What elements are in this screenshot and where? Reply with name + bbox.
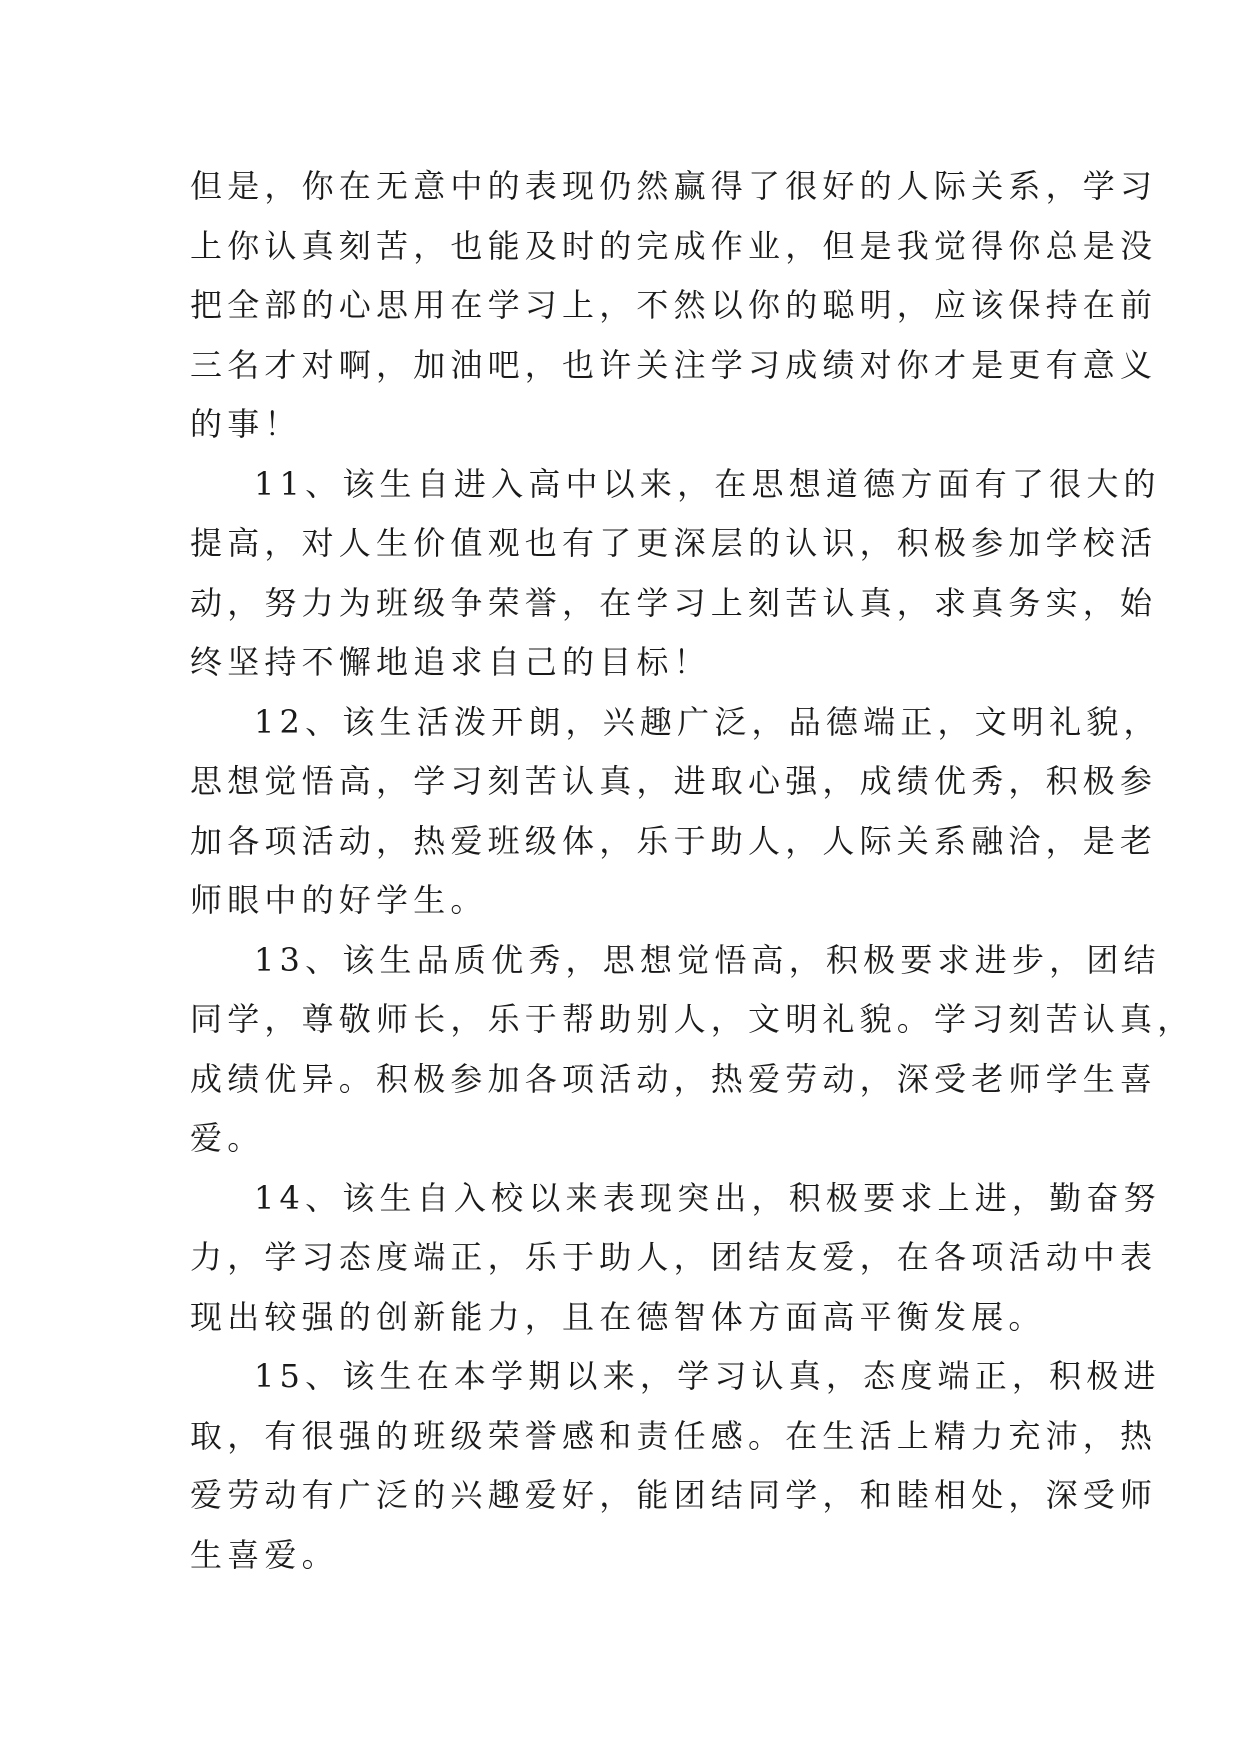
text-line: 但是，你在无意中的表现仍然赢得了很好的人际关系，学习 xyxy=(190,167,1158,205)
text-line: 爱。 xyxy=(190,1119,265,1157)
text-line: 三名才对啊，加油吧，也许关注学习成绩对你才是更有意义 xyxy=(190,345,1158,384)
text-line: 同学，尊敬师长，乐于帮助别人，文明礼貌。学习刻苦认真， xyxy=(190,1000,1195,1038)
paragraph-15 xyxy=(190,1347,1161,1585)
text-line: 取，有很强的班级荣誉感和责任感。在生活上精力充沛，热 xyxy=(190,1416,1158,1455)
text-line: 现出较强的创新能力，且在德智体方面高平衡发展。 xyxy=(190,1297,1046,1336)
text-line: 终坚持不懈地追求自己的目标！ xyxy=(190,643,711,681)
text-line: 爱劳动有广泛的兴趣爱好，能团结同学，和睦相处，深受师 xyxy=(190,1476,1158,1514)
text-line: 力，学习态度端正，乐于助人，团结友爱，在各项活动中表 xyxy=(190,1238,1158,1276)
paragraph-12 xyxy=(190,693,1161,931)
text-line: 思想觉悟高，学习刻苦认真，进取心强，成绩优秀，积极参 xyxy=(190,762,1158,800)
text-line: 15、该生在本学期以来，学习认真，态度端正，积极进 xyxy=(254,1357,1161,1395)
text-line: 把全部的心思用在学习上，不然以你的聪明，应该保持在前 xyxy=(190,286,1158,324)
text-line: 生喜爱。 xyxy=(190,1535,339,1574)
text-line: 师眼中的好学生。 xyxy=(190,881,488,919)
text-line: 上你认真刻苦，也能及时的完成作业，但是我觉得你总是没 xyxy=(190,226,1158,265)
text-line: 动，努力为班级争荣誉，在学习上刻苦认真，求真务实，始 xyxy=(190,583,1158,622)
text-line: 成绩优异。积极参加各项活动，热爱劳动，深受老师学生喜 xyxy=(190,1059,1158,1098)
text-line: 11、该生自进入高中以来，在思想道德方面有了很大的 xyxy=(254,464,1161,503)
text-line: 的事！ xyxy=(190,405,302,443)
paragraph-14 xyxy=(190,1169,1161,1348)
text-line: 提高，对人生价值观也有了更深层的认识，积极参加学校活 xyxy=(190,524,1158,562)
paragraph-11 xyxy=(190,455,1161,693)
text-line: 加各项活动，热爱班级体，乐于助人，人际关系融洽，是老 xyxy=(190,821,1158,860)
document-body xyxy=(190,157,1195,1585)
paragraph-13 xyxy=(190,931,1195,1169)
paragraph-continuation xyxy=(190,157,1158,455)
text-line: 13、该生品质优秀，思想觉悟高，积极要求进步，团结 xyxy=(254,940,1161,979)
text-line: 12、该生活泼开朗，兴趣广泛，品德端正，文明礼貌， xyxy=(254,702,1161,741)
text-line: 14、该生自入校以来表现突出，积极要求上进，勤奋努 xyxy=(254,1178,1161,1217)
